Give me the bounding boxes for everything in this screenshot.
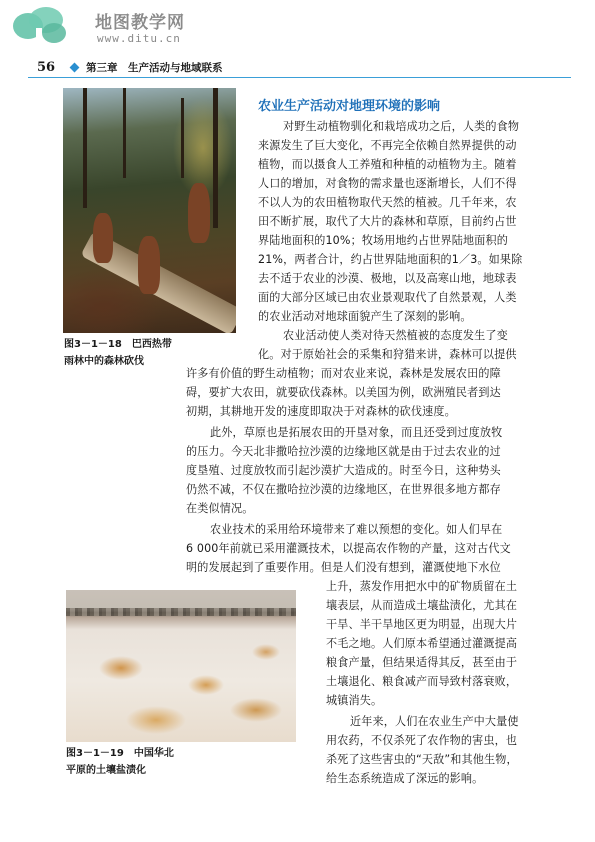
- figure-caption-salinization: 图3－1－19 中国华北 平原的土壤盐渍化: [66, 748, 174, 776]
- body-line: 在类似情况。: [186, 502, 254, 515]
- header-rule: [28, 77, 571, 78]
- body-line: 用农药，不仅杀死了农作物的害虫，也: [326, 734, 518, 747]
- body-line: 来源发生了巨大变化，不再完全依赖自然界提供的动: [258, 139, 517, 152]
- body-line: 21%，两者合计，约占世界陆地面积的1／3。如果除: [258, 253, 523, 266]
- body-line: 面的大部分区域已由农业景观取代了自然景观，人类: [258, 291, 517, 304]
- ditu-logo-tree-icon: [10, 6, 68, 52]
- body-line: 此外，草原也是拓展农田的开垦对象，而且还受到过度放牧: [210, 426, 503, 439]
- watermark-title: 地图教学网: [95, 13, 185, 33]
- body-line: 界陆地面积的10%；牧场用地约占世界陆地面积的: [258, 234, 508, 247]
- body-line: 上升，蒸发作用把水中的矿物质留在土: [326, 580, 518, 593]
- body-line: 农业活动使人类对待天然植被的态度发生了变: [283, 329, 508, 342]
- body-line: 城镇消失。: [326, 694, 383, 707]
- header-diamond-icon: [70, 63, 80, 73]
- body-line: 的压力。今天北非撒哈拉沙漠的边缘地区就是由于过去农业的过: [186, 445, 501, 458]
- section-title: 农业生产活动对地理环境的影响: [258, 99, 441, 114]
- body-line: 初期，其耕地开发的速度即取决于对森林的砍伐速度。: [186, 405, 456, 418]
- body-line: 不以人为的农田植物取代天然的植被。几千年来，农: [258, 196, 517, 209]
- body-line: 杀死了这些害虫的“天敌”和其他生物，: [326, 753, 518, 766]
- body-line: 田不断扩展，取代了大片的森林和草原，目前约占世: [258, 215, 517, 228]
- body-line: 粮食产量，但结果适得其反，甚至由于: [326, 656, 518, 669]
- body-line: 对野生动植物驯化和栽培成功之后，人类的食物: [283, 120, 520, 133]
- chapter-title: 第三章 生产活动与地域联系: [86, 62, 223, 74]
- body-line: 去不适于农业的沙漠、极地，以及高寒山地，地球表: [258, 272, 517, 285]
- body-line: 壤表层，从而造成土壤盐渍化，尤其在: [326, 599, 518, 612]
- body-line: 度垦殖、过度放牧而引起沙漠扩大造成的。时至今日，这种势头: [186, 464, 501, 477]
- body-line: 土壤退化、粮食减产而导致村落衰败，: [326, 675, 518, 688]
- body-line: 许多有价值的野生动植物；而对农业来说，森林是发展农田的障: [186, 367, 501, 380]
- body-line: 农业技术的采用给环境带来了难以预想的变化。如人们早在: [210, 523, 503, 536]
- soil-salinization-photo: [66, 590, 296, 742]
- figure-caption-rainforest: 图3－1－18 巴西热带 雨林中的森林砍伐: [64, 339, 172, 367]
- body-line: 明的发展起到了重要作用。但是人们没有想到，灌溉使地下水位: [186, 561, 501, 574]
- body-line: 仍然不减，不仅在撒哈拉沙漠的边缘地区，在世界很多地方都存: [186, 483, 501, 496]
- body-line: 不毛之地。人们原本希望通过灌溉提高: [326, 637, 518, 650]
- rainforest-logging-photo: [63, 88, 236, 333]
- body-line: 人口的增加，对食物的需求量也逐渐增长，人们不得: [258, 177, 517, 190]
- body-line: 6 000年前就已采用灌溉技术，以提高农作物的产量，这对古代文: [186, 542, 511, 555]
- watermark-url: www.ditu.cn: [97, 32, 181, 45]
- body-line: 碍，要扩大农田，就要砍伐森林。以美国为例，欧洲殖民者到达: [186, 386, 501, 399]
- body-line: 干旱、半干旱地区更为明显，出现大片: [326, 618, 518, 631]
- page-number: 56: [37, 60, 56, 75]
- body-line: 近年来，人们在农业生产中大量使: [350, 715, 519, 728]
- body-line: 的农业活动对地球面貌产生了深刻的影响。: [258, 310, 472, 323]
- body-line: 植物，而以摄食人工养殖和种植的动植物为主。随着: [258, 158, 517, 171]
- body-line: 给生态系统造成了深远的影响。: [326, 772, 484, 785]
- body-line: 化。对于原始社会的采集和狩猎来讲，森林可以提供: [258, 348, 517, 361]
